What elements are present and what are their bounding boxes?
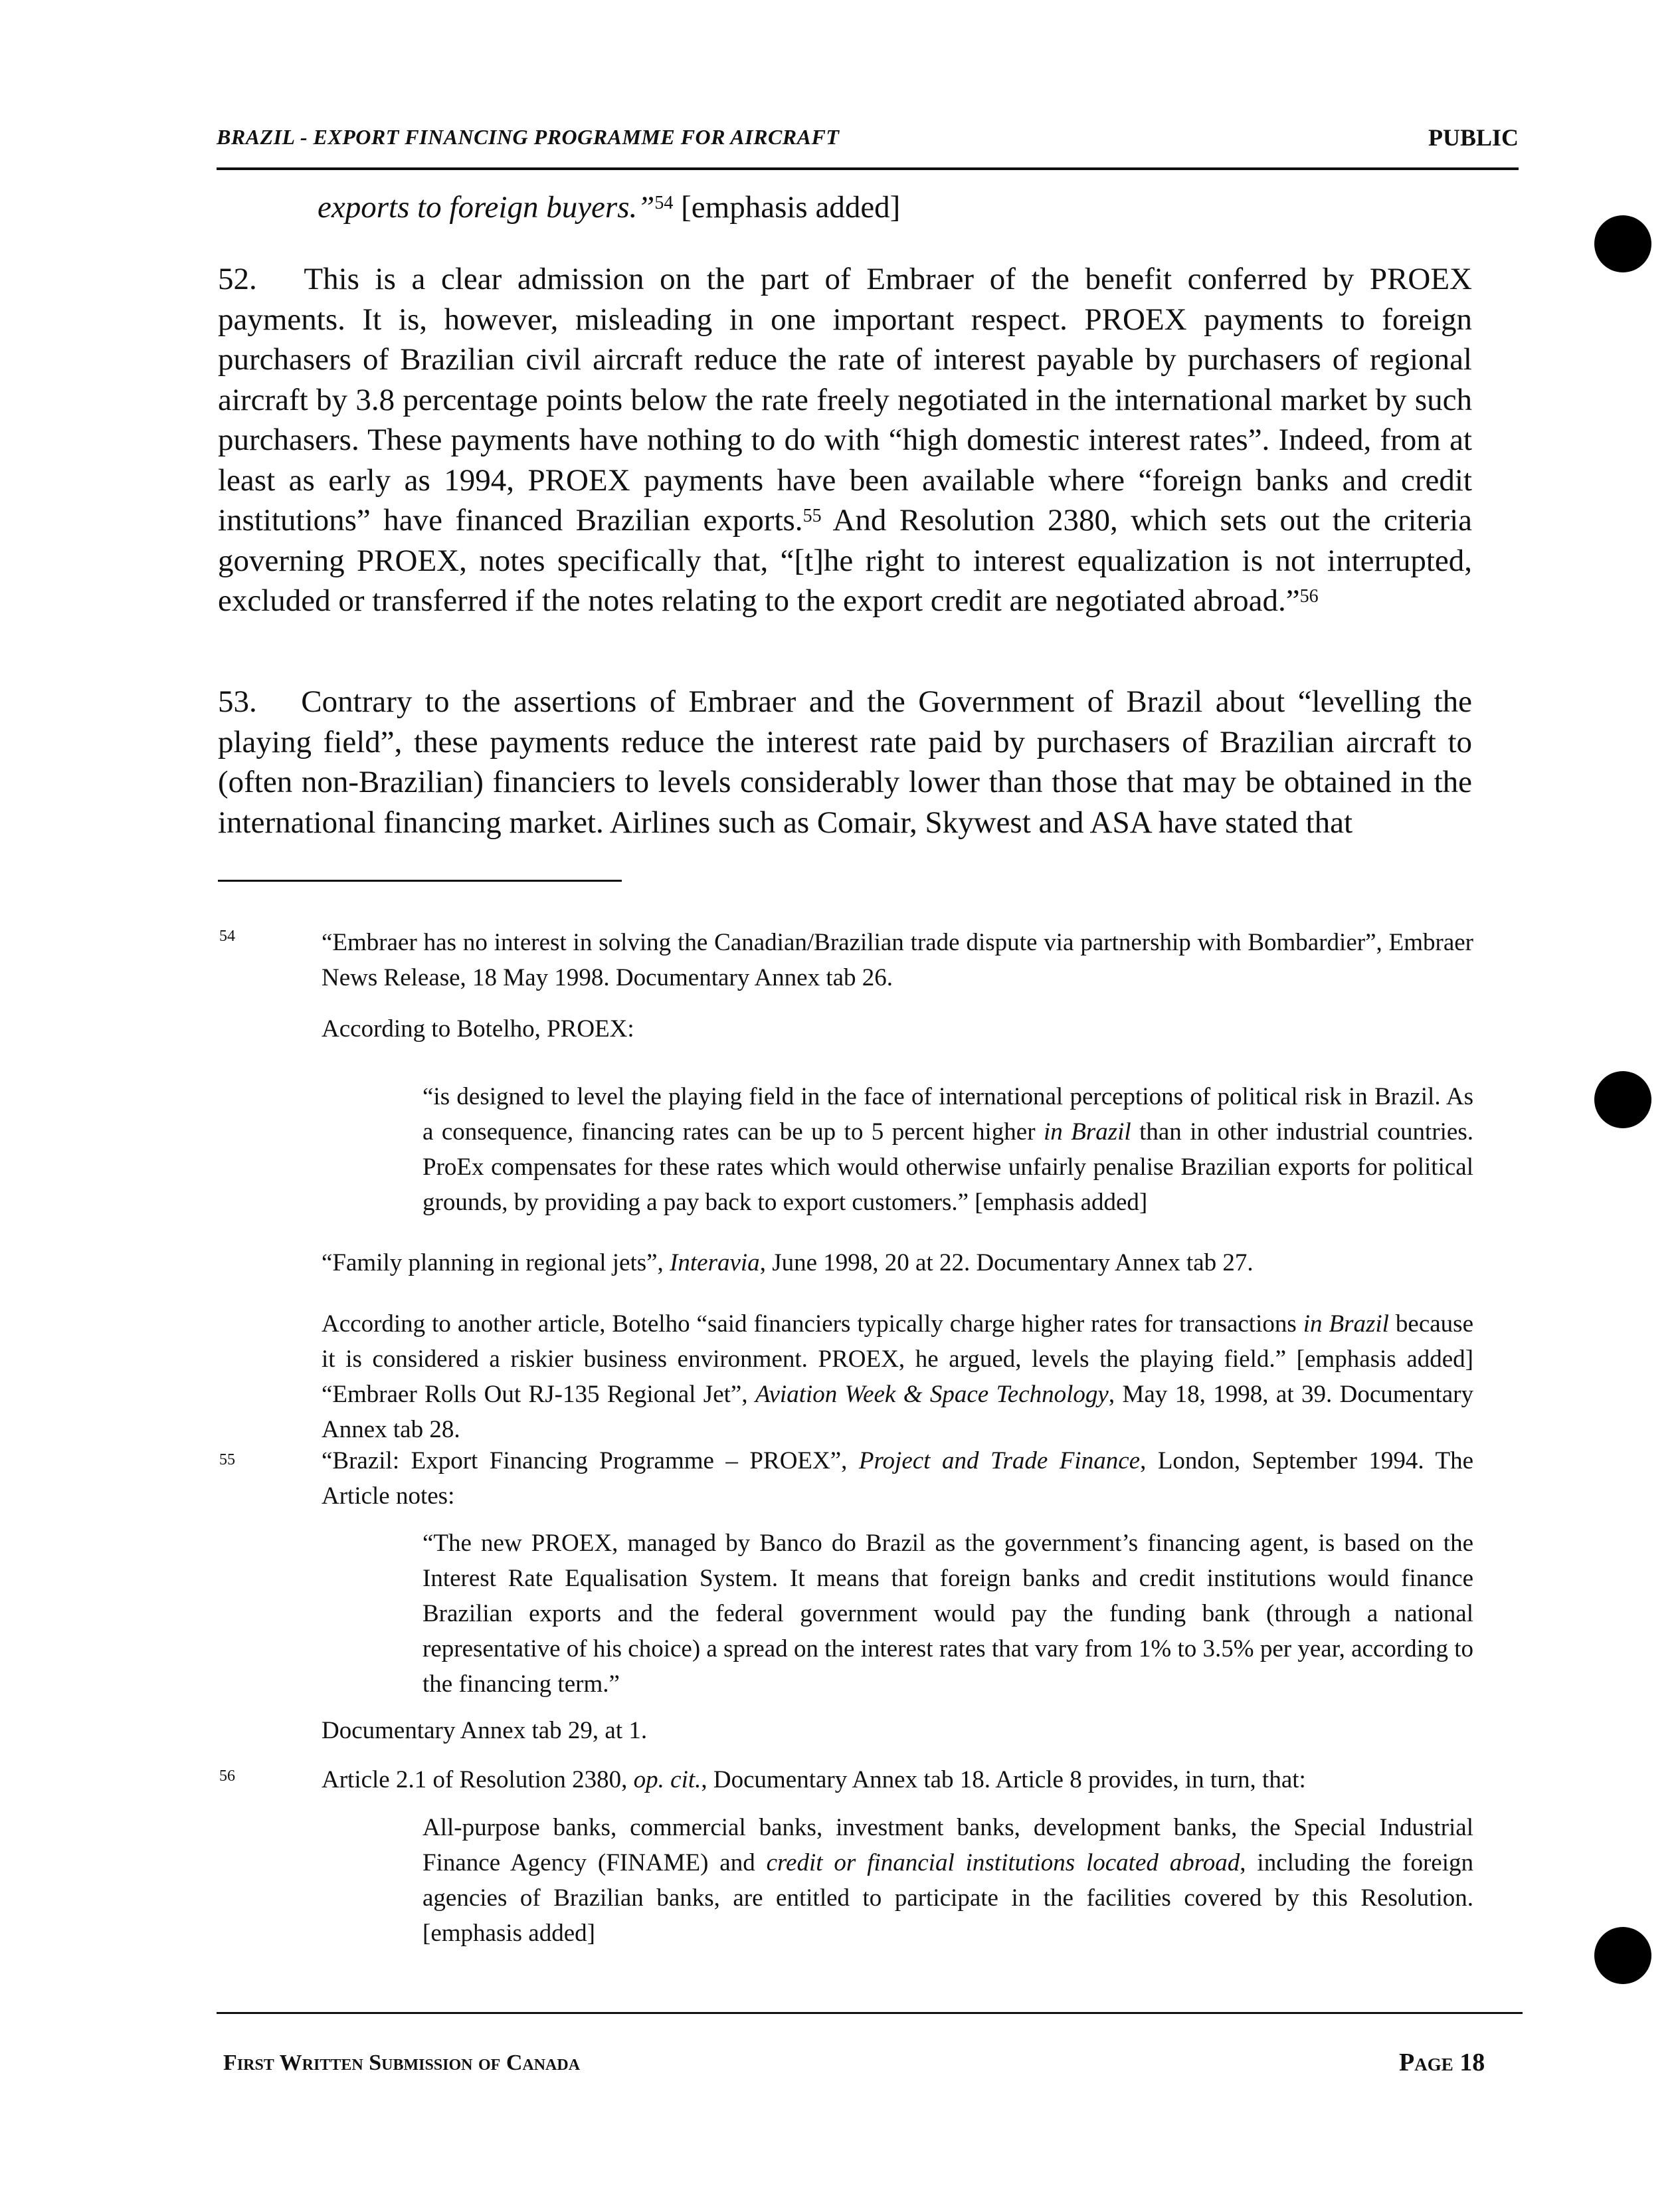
fn54-another-italic: in Brazil <box>1303 1310 1389 1338</box>
binder-hole-top <box>1594 215 1651 272</box>
fn55-line-b: , London, September 1994. The Article notes: <box>322 1447 1474 1510</box>
footnote-55-after: Documentary Annex tab 29, at 1. <box>322 1717 648 1744</box>
fn54-cite-italic: Interavia <box>670 1249 760 1276</box>
fn54-cite-b: , June 1998, 20 at 22. Documentary Annex tab 27. <box>759 1249 1254 1276</box>
fn56-line-b: , Documentary Annex tab 18. Article 8 provides, in turn, that: <box>701 1766 1306 1793</box>
footnote-54-citation <box>322 1245 1473 1280</box>
continuation-tail: [emphasis added] <box>673 190 901 225</box>
paragraph-52-text: 52. This is a clear admission on the part of Embraer of the benefit conferred by PROEX payments. It is, however, misleading in one important respect. PROEX payments to foreign purchasers of Brazilian civil aircraft reduce the rate of interest payable by purchasers of regional aircraft by 3.8 percentage points below the rate freely negotiated in the international market by such purchasers. These payments have nothing to do with “high domestic interest rates”. Indeed, from at least as early as 1994, PROEX payments have been available where “foreign banks and credit institutions” have financed Brazilian exports. <box>218 262 1472 538</box>
fn54-another-italic-2: Aviation Week & Space Technology <box>755 1381 1109 1408</box>
footnote-ref-55[interactable]: 55 <box>802 506 822 526</box>
quote-continuation <box>318 187 900 227</box>
footnote-54-source: “Embraer has no interest in solving the Canadian/Brazilian trade dispute via partnership with Bombardier”, Embraer News Release, 18 May 1998. Documentary Annex tab 26. <box>322 929 1473 991</box>
footnote-number-55: 55 <box>219 1451 235 1468</box>
header-rule <box>217 167 1519 170</box>
fn56-quote-a: All-purpose banks, commercial banks, investment banks, development banks, the Special Industrial Finance Agency (FINAME) and <box>422 1814 1473 1876</box>
footer-rule <box>217 2012 1523 2014</box>
footnote-number-54: 54 <box>219 928 235 945</box>
classification-label: PUBLIC <box>1428 124 1519 151</box>
fn54-quote-italic: in Brazil <box>1043 1118 1131 1146</box>
paragraph-52-text-2: And Resolution 2380, which sets out the criteria governing PROEX, notes specifically that, “[t]he right to interest equalization is not interrupted, excluded or transferred if the notes relating to the export credit are negotiated abroad.” <box>218 503 1473 618</box>
footnote-54-another-article <box>322 1306 1473 1447</box>
paragraph-53-text: 53. Contrary to the assertions of Embraer and the Government of Brazil about “levelling the playing field”, these payments reduce the interest rate paid by purchasers of Brazilian aircraft to (often non-Brazilian) financiers to levels considerably lower than those that may be obtained in the international financing market. Airlines such as Comair, Skywest and ASA have stated that <box>218 684 1472 840</box>
running-header-title: BRAZIL - EXPORT FINANCING PROGRAMME FOR AIRCRAFT <box>217 125 840 149</box>
fn54-quote-b: than in other industrial countries. ProEx compensates for these rates which would otherwise unfairly penalise Brazilian exports for political grounds, by providing a pay back to export customers.” [emphasis added] <box>422 1118 1473 1216</box>
footnote-ref-54[interactable]: 54 <box>654 193 674 213</box>
continuation-italic: exports to foreign buyers.” <box>318 190 655 225</box>
fn56-line-italic: op. cit. <box>633 1766 701 1793</box>
fn54-cite-a: “Family planning in regional jets”, <box>322 1249 670 1276</box>
footnote-56-source <box>322 1762 1473 1797</box>
fn54-another-c: , May 18, 1998, at 39. Documentary Annex tab 28. <box>322 1381 1473 1443</box>
paragraph-53 <box>218 682 1472 843</box>
binder-hole-bottom <box>1594 1927 1651 1984</box>
footnote-54-quote <box>422 1079 1473 1220</box>
fn54-another-b: because it is considered a riskier business environment. PROEX, he argued, levels the playing field.” [emphasis added] “Embraer Rolls Out RJ-135 Regional Jet”, <box>322 1310 1473 1408</box>
fn56-quote-italic: credit or financial institutions located abroad <box>766 1849 1240 1876</box>
fn55-line-a: “Brazil: Export Financing Programme – PROEX”, <box>322 1447 859 1474</box>
footnote-number-56: 56 <box>219 1767 235 1785</box>
fn55-line-italic: Project and Trade Finance <box>858 1447 1141 1474</box>
fn56-quote-b: , including the foreign agencies of Brazilian banks, are entitled to participate in the facilities covered by this Resolution. [emphasis added] <box>422 1849 1474 1947</box>
fn54-quote-a: “is designed to level the playing field in the face of international perceptions of political risk in Brazil. As a consequence, financing rates can be up to 5 percent higher <box>422 1083 1473 1146</box>
footnote-54-intro: According to Botelho, PROEX: <box>322 1015 634 1043</box>
paragraph-52 <box>218 259 1472 621</box>
footnote-55-source <box>322 1443 1473 1514</box>
footnote-56-quote <box>422 1810 1473 1951</box>
footnote-separator <box>218 880 622 882</box>
binder-hole-middle <box>1594 1071 1651 1128</box>
footer-page-number: Page 18 <box>1399 2049 1485 2076</box>
footnote-ref-56[interactable]: 56 <box>1299 586 1319 607</box>
fn54-another-a: According to another article, Botelho “said financiers typically charge higher rates for transactions <box>322 1310 1303 1338</box>
footer-document-title: First Written Submission of Canada <box>223 2051 581 2075</box>
fn56-line-a: Article 2.1 of Resolution 2380, <box>322 1766 634 1793</box>
footnote-55-quote: “The new PROEX, managed by Banco do Brazil as the government’s financing agent, is based on the Interest Rate Equalisation System. It means that foreign banks and credit institutions would finance Brazilian exports and the federal government would pay the funding bank (through a national representative of his choice) a spread on the interest rates that vary from 1% to 3.5% per year, according to the financing term.” <box>422 1530 1473 1698</box>
